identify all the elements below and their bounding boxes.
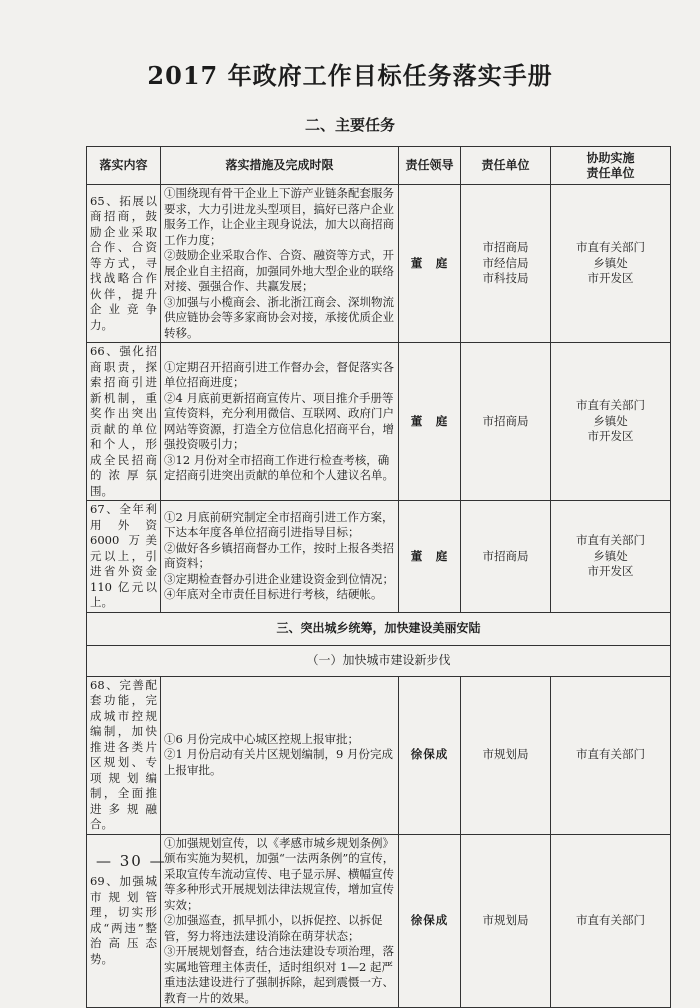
task-content: 66、强化招商职责，探索招商引进新机制，重奖作出突出贡献的单位和个人，形成全民招商的浓厚氛围。	[87, 343, 161, 501]
responsible-leader: 董 庭	[399, 185, 461, 343]
measure-item: ②1 月份启动有关片区规划编制，9 月份完成上报审批。	[164, 747, 393, 777]
page-title: 2017 年政府工作目标任务落实手册	[147, 61, 553, 90]
unit-item: 市科技局	[482, 271, 529, 286]
task-content: 69、加强城市规划管理，切实形成“两违”整治高压态势。	[87, 834, 161, 1008]
measure-item: ③定期检查督办引进企业建设资金到位情况；	[164, 571, 394, 586]
table-row	[87, 676, 671, 834]
header-assist-line1: 协助实施	[586, 150, 635, 165]
section-title: 二、主要任务	[304, 116, 395, 134]
header-leader: 责任领导	[399, 147, 461, 185]
measure-item: ①2 月底前研究制定全市招商引进工作方案，下达本年度各单位招商引进指导目标；	[164, 509, 394, 540]
responsible-leader: 董 庭	[399, 501, 461, 613]
assist-item: 市直有关部门	[576, 913, 645, 927]
unit-item: 市招商局	[482, 548, 529, 563]
responsible-leader: 徐保成	[399, 834, 461, 1008]
page-number: — 30 —	[96, 852, 167, 870]
assist-item: 市直有关部门	[576, 747, 645, 762]
task-content: 65、拓展以商招商，鼓励企业采取合作、合资等方式，寻找战略合作伙伴，提升企业竞争力。	[87, 185, 161, 343]
measure-item: ①6 月份完成中心城区控规上报审批；	[164, 731, 359, 746]
table-row	[87, 834, 671, 1008]
subsection-heading-row	[87, 645, 671, 676]
measure-item: ②4 月底前更新招商宣传片、项目推介手册等宣传资料，充分利用微信、互联网、政府门户网站等资源，打造全方位信息化招商平台，增强投资吸引力；	[164, 390, 394, 451]
measure-item: ①定期召开招商引进工作督办会，督促落实各单位招商进度；	[164, 359, 394, 389]
task-measures	[161, 676, 399, 834]
assisting-unit	[551, 185, 671, 343]
responsible-unit	[461, 676, 551, 834]
table-row	[87, 501, 671, 613]
assist-item: 乡镇处	[593, 548, 628, 563]
responsible-unit	[461, 343, 551, 501]
measure-item: ③加强与小榄商会、浙北浙江商会、深圳物流供应链协会等多家商协会对接，承接优质企业转移。	[164, 294, 394, 340]
measure-item: ①围绕现有骨干企业上下游产业链条配套服务要求，大力引进龙头型项目，搞好已落户企业服务工作，让企业主现身说法，加大以商招商工作力度；	[164, 186, 394, 247]
table-header-row	[87, 147, 671, 185]
measure-item: ③12 月份对全市招商工作进行检查考核，确定招商引进突出贡献的单位和个人建议名单。	[164, 452, 394, 482]
measure-item: ①加强规划宣传，以《孝感市城乡规划条例》颁布实施为契机，加强“一法两条例”的宣传，采取宣传车流动宣传、电子显示屏、横幅宣传等多种形式开展规划法律法规宣传，增加宣传实效；	[164, 835, 395, 912]
task-measures	[161, 343, 399, 501]
assist-item: 市开发区	[587, 271, 634, 286]
assist-item: 市开发区	[587, 429, 634, 444]
assisting-unit	[551, 834, 671, 1008]
header-unit: 责任单位	[461, 147, 551, 185]
subsection-heading: （一）加快城市建设新步伐	[87, 645, 671, 676]
assist-item: 市直有关部门	[576, 398, 645, 413]
table-row	[87, 185, 671, 343]
assist-item: 市直有关部门	[576, 533, 645, 547]
responsible-unit	[461, 185, 551, 343]
responsible-unit	[461, 834, 551, 1008]
header-measures: 落实措施及完成时限	[161, 147, 399, 185]
section-heading-row	[87, 612, 671, 645]
assist-item: 乡镇处	[593, 413, 628, 428]
responsible-leader: 徐保成	[399, 676, 461, 834]
unit-item: 市招商局	[482, 413, 529, 428]
task-measures	[161, 185, 399, 343]
section-heading: 三、突出城乡统筹，加快建设美丽安陆	[87, 612, 671, 645]
assisting-unit	[551, 343, 671, 501]
task-measures	[161, 834, 399, 1008]
assist-item: 市直有关部门	[576, 240, 645, 255]
header-assist-line2: 责任单位	[586, 165, 635, 180]
responsible-leader: 董 庭	[399, 343, 461, 501]
unit-item: 市招商局	[482, 240, 529, 255]
unit-item: 市经信局	[482, 255, 529, 270]
header-content: 落实内容	[87, 147, 161, 185]
task-table	[86, 146, 671, 1008]
measure-item: ④年底对全市责任目标进行考核，结硬帐。	[164, 587, 383, 602]
header-assist	[551, 147, 671, 185]
measure-item: ②加强巡查，抓早抓小，以拆促控、以拆促管，努力将违法建设消除在萌芽状态；	[164, 913, 383, 943]
assisting-unit	[551, 501, 671, 613]
assist-item: 乡镇处	[593, 255, 628, 270]
measure-item: ②鼓励企业采取合作、合资、融资等方式，开展企业自主招商，加强同外地大型企业的联络对接、强强合作、共赢发展；	[164, 248, 394, 293]
unit-item: 市规划局	[482, 747, 529, 762]
task-content: 67、全年利用外资 6000 万美元以上，引进省外资金 110 亿元以上。	[87, 501, 161, 613]
unit-item: 市规划局	[482, 913, 529, 927]
measure-item: ③开展规划督查，结合违法建设专项治理，落实属地管理主体责任，适时组织对 1—2 起严重违法建设进行了强制拆除，起到震慑一方、教育一片的效果。	[164, 944, 394, 1005]
responsible-unit	[461, 501, 551, 613]
task-content: 68、完善配套功能，完成城市控规编制，加快推进各类片区规划、专项规划编制，全面推进多规融合。	[87, 676, 161, 834]
assisting-unit	[551, 676, 671, 834]
assist-item: 市开发区	[587, 564, 634, 578]
measure-item: ②做好各乡镇招商督办工作，按时上报各类招商资料；	[164, 540, 394, 571]
task-measures	[161, 501, 399, 613]
table-row	[87, 343, 671, 501]
